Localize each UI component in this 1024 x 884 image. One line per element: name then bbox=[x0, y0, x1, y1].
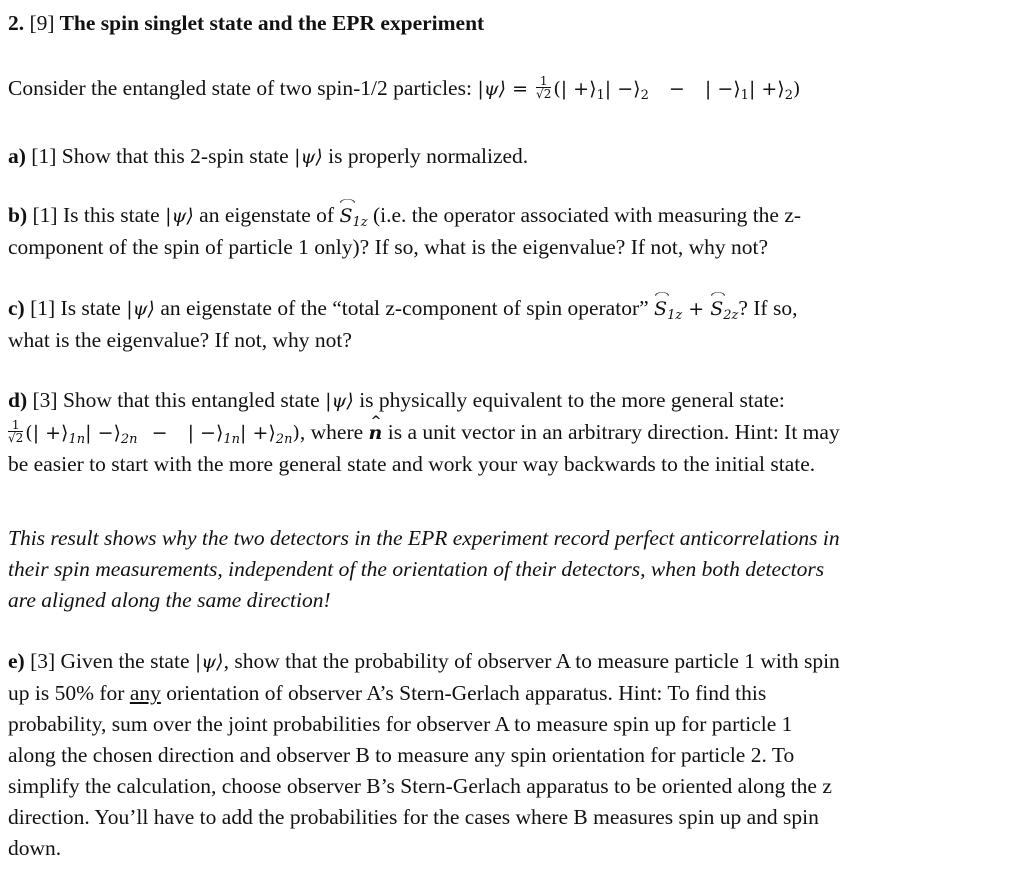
one-over-root-two bbox=[8, 419, 23, 444]
note-line-1: This result shows why the two detectors in the EPR experiment record perfect anticorrelations in bbox=[8, 526, 840, 550]
close-paren: ) bbox=[793, 78, 801, 100]
part-d-text-2: is physically equivalent to the more general state: bbox=[359, 388, 785, 412]
part-a bbox=[8, 141, 1016, 173]
psi-ket: |ψ⟩ bbox=[477, 78, 507, 100]
part-e bbox=[8, 646, 1016, 864]
part-e-line-2-post: orientation of observer A’s Stern-Gerlach apparatus. Hint: To find this bbox=[166, 681, 767, 705]
part-e-line-3: probability, sum over the joint probabilities for observer A to measure spin up for particle 1 bbox=[8, 712, 793, 736]
frac-denominator: √2 bbox=[8, 430, 24, 445]
part-d-line-3: be easier to start with the more general state and work your way backwards to the initial state. bbox=[8, 452, 816, 476]
part-c-label: c) bbox=[8, 296, 25, 320]
psi-ket: |ψ⟩ bbox=[165, 205, 194, 227]
ket-plus-2: | +⟩ bbox=[748, 78, 785, 100]
ket-plus-2n: | +⟩ bbox=[240, 422, 276, 444]
part-c bbox=[8, 293, 1016, 356]
part-c-points: [1] bbox=[30, 296, 56, 320]
frac-numerator: 1 bbox=[536, 75, 551, 88]
problem-heading: The spin singlet state and the EPR experiment bbox=[59, 11, 485, 35]
problem-title bbox=[8, 8, 1016, 39]
sub-1z: 1z bbox=[667, 308, 683, 323]
operator-s1z bbox=[339, 205, 368, 230]
psi-ket: |ψ⟩ bbox=[126, 298, 155, 320]
psi-ket: |ψ⟩ bbox=[325, 390, 354, 412]
problem-number: 2. bbox=[8, 11, 25, 35]
ket-minus-2n: | −⟩ bbox=[85, 422, 121, 444]
ket-minus-1: | −⟩ bbox=[704, 78, 741, 100]
part-b-label: b) bbox=[8, 203, 28, 227]
part-e-line-6: direction. You’ll have to add the probabilities for the cases where B measures spin up and spin bbox=[8, 805, 819, 829]
part-e-line-5: simplify the calculation, choose observer B’s Stern-Gerlach apparatus to be oriented along the z bbox=[8, 774, 832, 798]
sub-1n-b: 1n bbox=[223, 432, 241, 447]
part-e-text-1: Given the state bbox=[60, 649, 190, 673]
part-c-text-2: an eigenstate of the “total z-component of spin operator” bbox=[160, 296, 649, 320]
part-e-line-2-pre: up is 50% for bbox=[8, 681, 125, 705]
singlet-equation bbox=[477, 73, 801, 103]
sub-2b: 2 bbox=[784, 88, 793, 103]
part-a-text-1: Show that this 2-spin state bbox=[61, 144, 289, 168]
problem-points: [9] bbox=[29, 11, 55, 35]
sub-1n: 1n bbox=[68, 432, 86, 447]
s-hat-2: S bbox=[710, 294, 723, 325]
sub-1b: 1 bbox=[740, 88, 749, 103]
part-c-line-2: what is the eigenvalue? If not, why not? bbox=[8, 328, 352, 352]
intro-paragraph bbox=[8, 73, 1016, 105]
note-line-3: are aligned along the same direction! bbox=[8, 588, 331, 612]
psi-ket: |ψ⟩ bbox=[194, 651, 224, 673]
part-c-text-3: ? If so, bbox=[738, 296, 798, 320]
part-e-text-2: , show that the probability of observer A to measure particle 1 with spin bbox=[223, 649, 840, 673]
s-hat: S bbox=[339, 201, 352, 232]
general-state-equation bbox=[8, 417, 300, 447]
frac-denominator: √2 bbox=[536, 86, 552, 101]
psi-ket: |ψ⟩ bbox=[294, 146, 323, 168]
part-b-text-2: an eigenstate of bbox=[199, 203, 335, 227]
part-b-text-3: (i.e. the operator associated with measuring the z- bbox=[373, 203, 802, 227]
part-b-points: [1] bbox=[32, 203, 58, 227]
part-e-line-4: along the chosen direction and observer B to measure any spin orientation for particle 2. To bbox=[8, 743, 795, 767]
part-d-points: [3] bbox=[32, 388, 58, 412]
sub-2n-b: 2n bbox=[275, 432, 293, 447]
part-d bbox=[8, 385, 1016, 480]
ket-minus-1n: | −⟩ bbox=[187, 422, 224, 444]
part-b-text-1: Is this state bbox=[62, 203, 160, 227]
sub-2: 2 bbox=[640, 88, 649, 103]
part-b bbox=[8, 200, 1016, 263]
sub-2n: 2n bbox=[120, 432, 138, 447]
close-paren: ) bbox=[292, 422, 300, 444]
part-e-points: [3] bbox=[30, 649, 56, 673]
part-d-label: d) bbox=[8, 388, 28, 412]
ket-minus-2: | −⟩ bbox=[604, 78, 641, 100]
minus-sign: − bbox=[151, 422, 168, 444]
part-d-text-1: Show that this entangled state bbox=[62, 388, 320, 412]
s-hat-1: S bbox=[654, 294, 667, 325]
one-over-root-two bbox=[536, 75, 551, 100]
operator-sum bbox=[654, 298, 739, 323]
part-a-points: [1] bbox=[31, 144, 57, 168]
minus-sign: − bbox=[668, 78, 685, 100]
underlined-any: any bbox=[129, 681, 161, 705]
sub-2z: 2z bbox=[723, 308, 739, 323]
sub-1z: 1z bbox=[352, 215, 368, 230]
part-a-text-2: is properly normalized. bbox=[328, 144, 529, 168]
n-hat: n ^ bbox=[369, 418, 383, 449]
frac-numerator: 1 bbox=[8, 419, 23, 432]
plus-sign: + bbox=[688, 298, 705, 320]
part-c-text-1: Is state bbox=[60, 296, 121, 320]
part-e-label: e) bbox=[8, 649, 25, 673]
ket-plus-1: (| +⟩ bbox=[553, 78, 597, 100]
part-d-text-4: is a unit vector in an arbitrary direction. Hint: It may bbox=[387, 420, 840, 444]
sub-1: 1 bbox=[596, 88, 605, 103]
epr-note bbox=[8, 523, 1016, 616]
intro-text: Consider the entangled state of two spin-1/2 particles: bbox=[8, 76, 472, 100]
note-line-2: their spin measurements, independent of the orientation of their detectors, when both detectors bbox=[8, 557, 825, 581]
part-b-line-2: component of the spin of particle 1 only)? If so, what is the eigenvalue? If not, why not? bbox=[8, 235, 769, 259]
part-d-text-3: , where bbox=[299, 420, 364, 444]
part-e-line-7: down. bbox=[8, 836, 62, 860]
equals-sign: = bbox=[512, 78, 528, 100]
part-a-label: a) bbox=[8, 144, 26, 168]
ket-plus-1n: (| +⟩ bbox=[25, 422, 69, 444]
